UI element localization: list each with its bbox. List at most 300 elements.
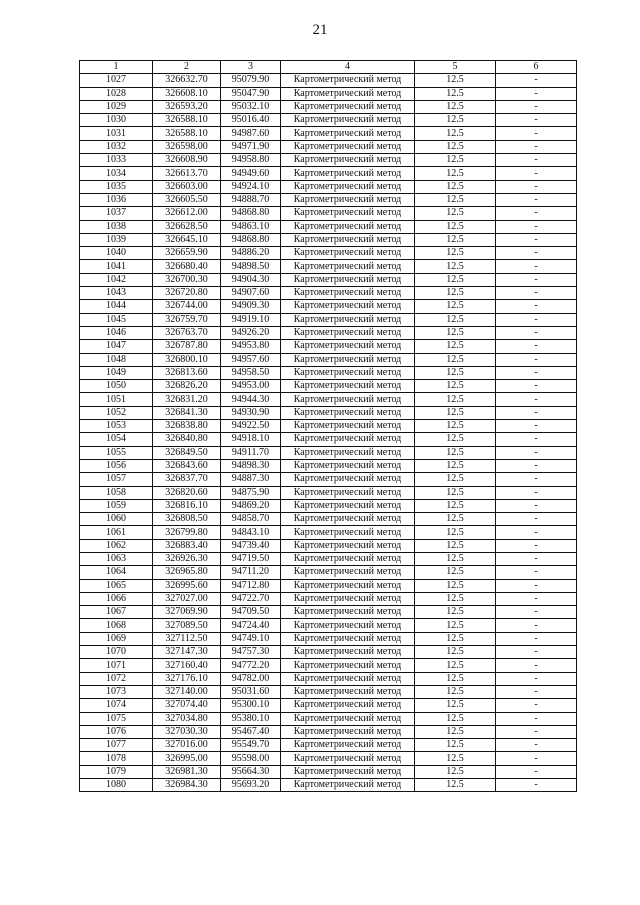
description-cell: - xyxy=(496,579,577,592)
description-cell: - xyxy=(496,100,577,113)
y-coordinate-cell: 95031.60 xyxy=(221,685,281,698)
point-number-cell: 1060 xyxy=(80,513,153,526)
description-cell: - xyxy=(496,592,577,605)
description-cell: - xyxy=(496,87,577,100)
method-cell: Картометрический метод xyxy=(281,473,415,486)
point-number-cell: 1073 xyxy=(80,685,153,698)
table-row xyxy=(80,579,577,592)
accuracy-cell: 12.5 xyxy=(415,486,496,499)
accuracy-cell: 12.5 xyxy=(415,313,496,326)
point-number-cell: 1059 xyxy=(80,499,153,512)
description-cell: - xyxy=(496,712,577,725)
table-row xyxy=(80,779,577,792)
table-row xyxy=(80,353,577,366)
table-row xyxy=(80,420,577,433)
table-row xyxy=(80,606,577,619)
y-coordinate-cell: 94909.30 xyxy=(221,300,281,313)
description-cell: - xyxy=(496,473,577,486)
table-row xyxy=(80,712,577,725)
point-number-cell: 1046 xyxy=(80,326,153,339)
description-cell: - xyxy=(496,140,577,153)
x-coordinate-cell: 326628.50 xyxy=(153,220,221,233)
point-number-cell: 1029 xyxy=(80,100,153,113)
x-coordinate-cell: 326840.80 xyxy=(153,433,221,446)
method-cell: Картометрический метод xyxy=(281,233,415,246)
accuracy-cell: 12.5 xyxy=(415,167,496,180)
x-coordinate-cell: 326593.20 xyxy=(153,100,221,113)
x-coordinate-cell: 326849.50 xyxy=(153,446,221,459)
y-coordinate-cell: 94722.70 xyxy=(221,592,281,605)
x-coordinate-cell: 326841.30 xyxy=(153,406,221,419)
point-number-cell: 1051 xyxy=(80,393,153,406)
x-coordinate-cell: 327069.90 xyxy=(153,606,221,619)
point-number-cell: 1078 xyxy=(80,752,153,765)
x-coordinate-cell: 327160.40 xyxy=(153,659,221,672)
accuracy-cell: 12.5 xyxy=(415,606,496,619)
method-cell: Картометрический метод xyxy=(281,619,415,632)
method-cell: Картометрический метод xyxy=(281,180,415,193)
description-cell: - xyxy=(496,752,577,765)
point-number-cell: 1064 xyxy=(80,566,153,579)
point-number-cell: 1037 xyxy=(80,207,153,220)
point-number-cell: 1079 xyxy=(80,765,153,778)
method-cell: Картометрический метод xyxy=(281,672,415,685)
y-coordinate-cell: 95467.40 xyxy=(221,725,281,738)
description-cell: - xyxy=(496,273,577,286)
y-coordinate-cell: 94868.80 xyxy=(221,233,281,246)
x-coordinate-cell: 326787.80 xyxy=(153,340,221,353)
x-coordinate-cell: 327016.00 xyxy=(153,739,221,752)
method-cell: Картометрический метод xyxy=(281,340,415,353)
description-cell: - xyxy=(496,632,577,645)
y-coordinate-cell: 94712.80 xyxy=(221,579,281,592)
y-coordinate-cell: 94719.50 xyxy=(221,552,281,565)
page-number: 21 xyxy=(312,22,328,38)
header-row xyxy=(80,61,577,74)
description-cell: - xyxy=(496,779,577,792)
table-row xyxy=(80,154,577,167)
accuracy-cell: 12.5 xyxy=(415,619,496,632)
method-cell: Картометрический метод xyxy=(281,513,415,526)
y-coordinate-cell: 95598.00 xyxy=(221,752,281,765)
table-row xyxy=(80,140,577,153)
point-number-cell: 1047 xyxy=(80,340,153,353)
point-number-cell: 1039 xyxy=(80,233,153,246)
table-row xyxy=(80,672,577,685)
y-coordinate-cell: 95032.10 xyxy=(221,100,281,113)
accuracy-cell: 12.5 xyxy=(415,566,496,579)
method-cell: Картометрический метод xyxy=(281,207,415,220)
x-coordinate-cell: 326605.50 xyxy=(153,193,221,206)
description-cell: - xyxy=(496,127,577,140)
accuracy-cell: 12.5 xyxy=(415,473,496,486)
description-cell: - xyxy=(496,247,577,260)
x-coordinate-cell: 326981.30 xyxy=(153,765,221,778)
x-coordinate-cell: 326588.10 xyxy=(153,127,221,140)
x-coordinate-cell: 326837.70 xyxy=(153,473,221,486)
point-number-cell: 1062 xyxy=(80,539,153,552)
x-coordinate-cell: 326700.30 xyxy=(153,273,221,286)
description-cell: - xyxy=(496,765,577,778)
table-row xyxy=(80,539,577,552)
column-header: 2 xyxy=(153,61,221,74)
x-coordinate-cell: 326965.80 xyxy=(153,566,221,579)
y-coordinate-cell: 94930.90 xyxy=(221,406,281,419)
y-coordinate-cell: 95664.30 xyxy=(221,765,281,778)
accuracy-cell: 12.5 xyxy=(415,114,496,127)
point-number-cell: 1066 xyxy=(80,592,153,605)
method-cell: Картометрический метод xyxy=(281,193,415,206)
point-number-cell: 1036 xyxy=(80,193,153,206)
accuracy-cell: 12.5 xyxy=(415,393,496,406)
y-coordinate-cell: 94987.60 xyxy=(221,127,281,140)
description-cell: - xyxy=(496,260,577,273)
table-row xyxy=(80,632,577,645)
point-number-cell: 1043 xyxy=(80,287,153,300)
method-cell: Картометрический метод xyxy=(281,499,415,512)
description-cell: - xyxy=(496,699,577,712)
y-coordinate-cell: 95079.90 xyxy=(221,74,281,87)
description-cell: - xyxy=(496,380,577,393)
accuracy-cell: 12.5 xyxy=(415,180,496,193)
description-cell: - xyxy=(496,393,577,406)
y-coordinate-cell: 94757.30 xyxy=(221,646,281,659)
point-number-cell: 1053 xyxy=(80,420,153,433)
x-coordinate-cell: 326926.30 xyxy=(153,552,221,565)
method-cell: Картометрический метод xyxy=(281,74,415,87)
x-coordinate-cell: 326816.10 xyxy=(153,499,221,512)
table-row xyxy=(80,220,577,233)
y-coordinate-cell: 94957.60 xyxy=(221,353,281,366)
y-coordinate-cell: 94922.50 xyxy=(221,420,281,433)
table-row xyxy=(80,167,577,180)
table-row xyxy=(80,725,577,738)
description-cell: - xyxy=(496,659,577,672)
method-cell: Картометрический метод xyxy=(281,366,415,379)
accuracy-cell: 12.5 xyxy=(415,499,496,512)
accuracy-cell: 12.5 xyxy=(415,725,496,738)
point-number-cell: 1071 xyxy=(80,659,153,672)
method-cell: Картометрический метод xyxy=(281,87,415,100)
point-number-cell: 1030 xyxy=(80,114,153,127)
accuracy-cell: 12.5 xyxy=(415,632,496,645)
x-coordinate-cell: 326995.00 xyxy=(153,752,221,765)
method-cell: Картометрический метод xyxy=(281,592,415,605)
y-coordinate-cell: 95693.20 xyxy=(221,779,281,792)
table-row xyxy=(80,433,577,446)
method-cell: Картометрический метод xyxy=(281,725,415,738)
method-cell: Картометрический метод xyxy=(281,287,415,300)
y-coordinate-cell: 94868.80 xyxy=(221,207,281,220)
table-row xyxy=(80,765,577,778)
description-cell: - xyxy=(496,287,577,300)
table-row xyxy=(80,473,577,486)
x-coordinate-cell: 326744.00 xyxy=(153,300,221,313)
table-row xyxy=(80,326,577,339)
x-coordinate-cell: 326995.60 xyxy=(153,579,221,592)
description-cell: - xyxy=(496,539,577,552)
column-header: 4 xyxy=(281,61,415,74)
x-coordinate-cell: 326645.10 xyxy=(153,233,221,246)
description-cell: - xyxy=(496,180,577,193)
point-number-cell: 1042 xyxy=(80,273,153,286)
point-number-cell: 1045 xyxy=(80,313,153,326)
method-cell: Картометрический метод xyxy=(281,140,415,153)
accuracy-cell: 12.5 xyxy=(415,739,496,752)
table-row xyxy=(80,699,577,712)
accuracy-cell: 12.5 xyxy=(415,140,496,153)
method-cell: Картометрический метод xyxy=(281,114,415,127)
description-cell: - xyxy=(496,619,577,632)
accuracy-cell: 12.5 xyxy=(415,592,496,605)
y-coordinate-cell: 94904.30 xyxy=(221,273,281,286)
table-row xyxy=(80,646,577,659)
point-number-cell: 1074 xyxy=(80,699,153,712)
table-row xyxy=(80,592,577,605)
y-coordinate-cell: 94869.20 xyxy=(221,499,281,512)
point-number-cell: 1070 xyxy=(80,646,153,659)
x-coordinate-cell: 326659.90 xyxy=(153,247,221,260)
column-header: 3 xyxy=(221,61,281,74)
method-cell: Картометрический метод xyxy=(281,739,415,752)
accuracy-cell: 12.5 xyxy=(415,127,496,140)
x-coordinate-cell: 327030.30 xyxy=(153,725,221,738)
table-row xyxy=(80,114,577,127)
accuracy-cell: 12.5 xyxy=(415,340,496,353)
method-cell: Картометрический метод xyxy=(281,699,415,712)
description-cell: - xyxy=(496,326,577,339)
point-number-cell: 1067 xyxy=(80,606,153,619)
accuracy-cell: 12.5 xyxy=(415,699,496,712)
accuracy-cell: 12.5 xyxy=(415,526,496,539)
table-row xyxy=(80,300,577,313)
x-coordinate-cell: 326613.70 xyxy=(153,167,221,180)
table-row xyxy=(80,260,577,273)
accuracy-cell: 12.5 xyxy=(415,353,496,366)
y-coordinate-cell: 94919.10 xyxy=(221,313,281,326)
x-coordinate-cell: 326608.10 xyxy=(153,87,221,100)
point-number-cell: 1075 xyxy=(80,712,153,725)
accuracy-cell: 12.5 xyxy=(415,513,496,526)
accuracy-cell: 12.5 xyxy=(415,366,496,379)
table-row xyxy=(80,313,577,326)
point-number-cell: 1044 xyxy=(80,300,153,313)
method-cell: Картометрический метод xyxy=(281,712,415,725)
accuracy-cell: 12.5 xyxy=(415,685,496,698)
x-coordinate-cell: 326763.70 xyxy=(153,326,221,339)
description-cell: - xyxy=(496,353,577,366)
description-cell: - xyxy=(496,606,577,619)
method-cell: Картометрический метод xyxy=(281,486,415,499)
description-cell: - xyxy=(496,459,577,472)
y-coordinate-cell: 94898.50 xyxy=(221,260,281,273)
point-number-cell: 1069 xyxy=(80,632,153,645)
description-cell: - xyxy=(496,499,577,512)
table-row xyxy=(80,100,577,113)
x-coordinate-cell: 326799.80 xyxy=(153,526,221,539)
table-row xyxy=(80,406,577,419)
method-cell: Картометрический метод xyxy=(281,260,415,273)
table-row xyxy=(80,499,577,512)
accuracy-cell: 12.5 xyxy=(415,779,496,792)
table-row xyxy=(80,180,577,193)
table-row xyxy=(80,287,577,300)
accuracy-cell: 12.5 xyxy=(415,712,496,725)
method-cell: Картометрический метод xyxy=(281,459,415,472)
description-cell: - xyxy=(496,725,577,738)
x-coordinate-cell: 326598.00 xyxy=(153,140,221,153)
table-row xyxy=(80,619,577,632)
table-row xyxy=(80,127,577,140)
accuracy-cell: 12.5 xyxy=(415,752,496,765)
accuracy-cell: 12.5 xyxy=(415,87,496,100)
method-cell: Картометрический метод xyxy=(281,247,415,260)
table-row xyxy=(80,193,577,206)
accuracy-cell: 12.5 xyxy=(415,247,496,260)
description-cell: - xyxy=(496,526,577,539)
method-cell: Картометрический метод xyxy=(281,446,415,459)
y-coordinate-cell: 94958.80 xyxy=(221,154,281,167)
x-coordinate-cell: 327112.50 xyxy=(153,632,221,645)
table-row xyxy=(80,393,577,406)
x-coordinate-cell: 326800.10 xyxy=(153,353,221,366)
description-cell: - xyxy=(496,646,577,659)
method-cell: Картометрический метод xyxy=(281,300,415,313)
accuracy-cell: 12.5 xyxy=(415,74,496,87)
x-coordinate-cell: 326826.20 xyxy=(153,380,221,393)
table-row xyxy=(80,446,577,459)
accuracy-cell: 12.5 xyxy=(415,433,496,446)
y-coordinate-cell: 94709.50 xyxy=(221,606,281,619)
method-cell: Картометрический метод xyxy=(281,167,415,180)
description-cell: - xyxy=(496,513,577,526)
y-coordinate-cell: 94772.20 xyxy=(221,659,281,672)
table-row xyxy=(80,247,577,260)
x-coordinate-cell: 326720.80 xyxy=(153,287,221,300)
table-row xyxy=(80,566,577,579)
method-cell: Картометрический метод xyxy=(281,632,415,645)
table-row xyxy=(80,74,577,87)
point-number-cell: 1072 xyxy=(80,672,153,685)
y-coordinate-cell: 95549.70 xyxy=(221,739,281,752)
point-number-cell: 1077 xyxy=(80,739,153,752)
y-coordinate-cell: 95016.40 xyxy=(221,114,281,127)
table-row xyxy=(80,273,577,286)
method-cell: Картометрический метод xyxy=(281,313,415,326)
x-coordinate-cell: 327074.40 xyxy=(153,699,221,712)
description-cell: - xyxy=(496,114,577,127)
point-number-cell: 1057 xyxy=(80,473,153,486)
y-coordinate-cell: 94863.10 xyxy=(221,220,281,233)
x-coordinate-cell: 326843.60 xyxy=(153,459,221,472)
method-cell: Картометрический метод xyxy=(281,420,415,433)
method-cell: Картометрический метод xyxy=(281,526,415,539)
description-cell: - xyxy=(496,366,577,379)
y-coordinate-cell: 94949.60 xyxy=(221,167,281,180)
table-header xyxy=(80,61,577,74)
y-coordinate-cell: 94944.30 xyxy=(221,393,281,406)
x-coordinate-cell: 327089.50 xyxy=(153,619,221,632)
accuracy-cell: 12.5 xyxy=(415,539,496,552)
method-cell: Картометрический метод xyxy=(281,433,415,446)
y-coordinate-cell: 94886.20 xyxy=(221,247,281,260)
x-coordinate-cell: 326759.70 xyxy=(153,313,221,326)
y-coordinate-cell: 94971.90 xyxy=(221,140,281,153)
y-coordinate-cell: 95300.10 xyxy=(221,699,281,712)
x-coordinate-cell: 327027.00 xyxy=(153,592,221,605)
point-number-cell: 1031 xyxy=(80,127,153,140)
table-row xyxy=(80,87,577,100)
column-header: 1 xyxy=(80,61,153,74)
table-row xyxy=(80,233,577,246)
y-coordinate-cell: 94875.90 xyxy=(221,486,281,499)
accuracy-cell: 12.5 xyxy=(415,672,496,685)
point-number-cell: 1065 xyxy=(80,579,153,592)
point-number-cell: 1055 xyxy=(80,446,153,459)
point-number-cell: 1054 xyxy=(80,433,153,446)
description-cell: - xyxy=(496,207,577,220)
description-cell: - xyxy=(496,233,577,246)
point-number-cell: 1041 xyxy=(80,260,153,273)
method-cell: Картометрический метод xyxy=(281,380,415,393)
y-coordinate-cell: 94887.30 xyxy=(221,473,281,486)
method-cell: Картометрический метод xyxy=(281,353,415,366)
x-coordinate-cell: 326612.00 xyxy=(153,207,221,220)
y-coordinate-cell: 94924.10 xyxy=(221,180,281,193)
point-number-cell: 1052 xyxy=(80,406,153,419)
point-number-cell: 1063 xyxy=(80,552,153,565)
method-cell: Картометрический метод xyxy=(281,326,415,339)
y-coordinate-cell: 94953.80 xyxy=(221,340,281,353)
method-cell: Картометрический метод xyxy=(281,393,415,406)
method-cell: Картометрический метод xyxy=(281,154,415,167)
y-coordinate-cell: 94782.00 xyxy=(221,672,281,685)
point-number-cell: 1032 xyxy=(80,140,153,153)
method-cell: Картометрический метод xyxy=(281,220,415,233)
method-cell: Картометрический метод xyxy=(281,779,415,792)
accuracy-cell: 12.5 xyxy=(415,326,496,339)
table-row xyxy=(80,459,577,472)
table-row xyxy=(80,380,577,393)
x-coordinate-cell: 326831.20 xyxy=(153,393,221,406)
method-cell: Картометрический метод xyxy=(281,552,415,565)
x-coordinate-cell: 327176.10 xyxy=(153,672,221,685)
point-number-cell: 1027 xyxy=(80,74,153,87)
y-coordinate-cell: 94918.10 xyxy=(221,433,281,446)
table-row xyxy=(80,513,577,526)
x-coordinate-cell: 326680.40 xyxy=(153,260,221,273)
y-coordinate-cell: 94724.40 xyxy=(221,619,281,632)
description-cell: - xyxy=(496,566,577,579)
x-coordinate-cell: 327140.00 xyxy=(153,685,221,698)
table-row xyxy=(80,752,577,765)
point-number-cell: 1028 xyxy=(80,87,153,100)
y-coordinate-cell: 94858.70 xyxy=(221,513,281,526)
accuracy-cell: 12.5 xyxy=(415,300,496,313)
method-cell: Картометрический метод xyxy=(281,659,415,672)
point-number-cell: 1048 xyxy=(80,353,153,366)
method-cell: Картометрический метод xyxy=(281,646,415,659)
accuracy-cell: 12.5 xyxy=(415,646,496,659)
table-row xyxy=(80,659,577,672)
accuracy-cell: 12.5 xyxy=(415,420,496,433)
accuracy-cell: 12.5 xyxy=(415,260,496,273)
description-cell: - xyxy=(496,739,577,752)
x-coordinate-cell: 326632.70 xyxy=(153,74,221,87)
description-cell: - xyxy=(496,433,577,446)
description-cell: - xyxy=(496,340,577,353)
description-cell: - xyxy=(496,406,577,419)
